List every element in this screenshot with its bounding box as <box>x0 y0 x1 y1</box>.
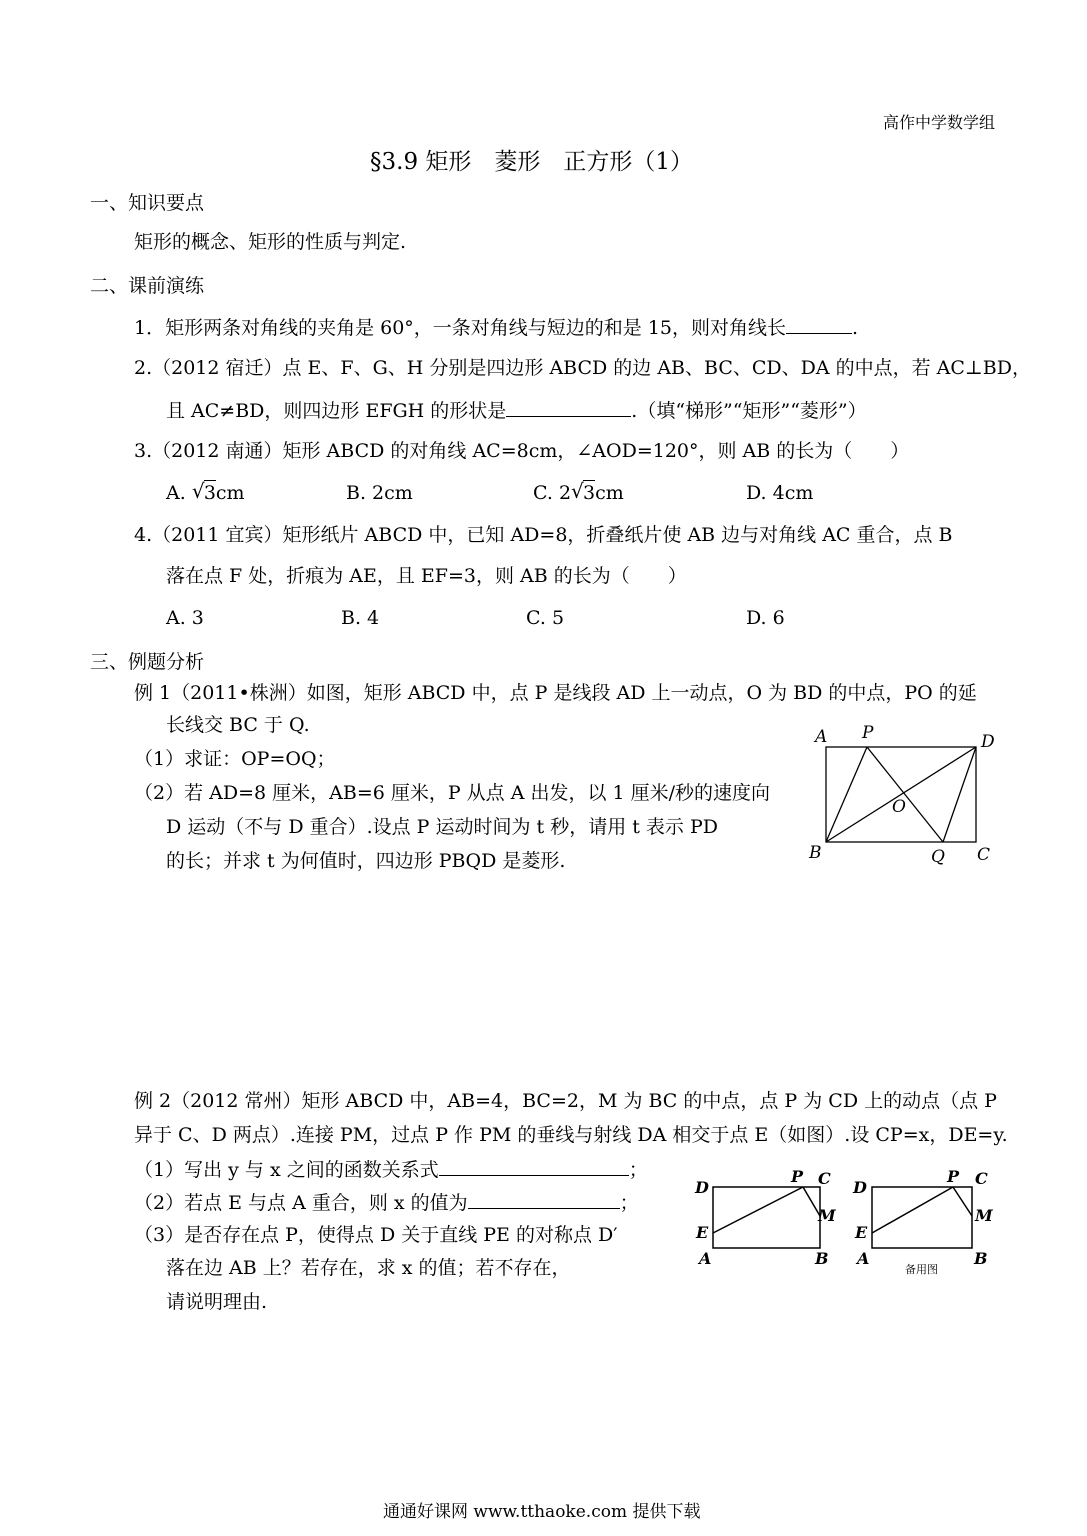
answer-blank-1[interactable] <box>786 313 852 334</box>
example-2-part-1-text: （1）写出 y 与 x 之间的函数关系式 <box>134 1159 439 1181</box>
question-4-option-c: C. 5 <box>526 607 565 629</box>
segment-ep <box>872 1187 953 1233</box>
question-2-end: .（填“梯形”“矩形”“菱形”） <box>631 400 867 422</box>
label-p: P <box>862 723 874 743</box>
label-a: A <box>815 727 828 747</box>
question-2-line-2 <box>166 396 867 424</box>
option-a-unit: cm <box>215 482 245 504</box>
section-2-heading: 二、课前演练 <box>90 275 205 297</box>
label-p: P <box>791 1167 804 1186</box>
label-d: D <box>853 1178 867 1197</box>
segment-ep <box>713 1187 803 1233</box>
example-1-line-1: 例 1（2011•株洲）如图，矩形 ABCD 中，点 P 是线段 AD 上一动点，O 为 BD 的中点，PO 的延 <box>134 682 977 704</box>
example-2-part-3-line-1: （3）是否存在点 P，使得点 D 关于直线 PE 的对称点 D′ <box>134 1224 618 1246</box>
question-3-option-a <box>166 480 245 506</box>
question-4-option-d: D. 6 <box>746 607 785 629</box>
question-4-line-1: 4.（2011 宜宾）矩形纸片 ABCD 中，已知 AD=8，折叠纸片使 AB 边与对角线 AC 重合，点 B <box>134 524 953 546</box>
example-2-part-2 <box>134 1188 639 1216</box>
example-2-line-1: 例 2（2012 常州）矩形 ABCD 中，AB=4，BC=2，M 为 BC 的中点，点 P 为 CD 上的动点（点 P <box>134 1090 997 1112</box>
example-2-part-2-text: （2）若点 E 与点 A 重合，则 x 的值为 <box>134 1192 468 1214</box>
question-4-line-2: 落在点 F 处，折痕为 AE，且 EF=3，则 AB 的长为（ ） <box>166 565 687 587</box>
example-1-part-2-line-1: （2）若 AD=8 厘米，AB=6 厘米，P 从点 A 出发，以 1 厘米/秒的速度向 <box>134 782 771 804</box>
segment-pq <box>867 747 943 842</box>
question-4-option-b: B. 4 <box>341 607 380 629</box>
section-1-text: 矩形的概念、矩形的性质与判定. <box>134 231 407 253</box>
segment-bp <box>826 747 867 842</box>
answer-blank-2[interactable] <box>506 396 631 417</box>
section-3-heading: 三、例题分析 <box>90 651 205 673</box>
answer-blank-3[interactable] <box>439 1155 629 1176</box>
segment-qd <box>943 747 976 842</box>
example-2-part-1 <box>134 1155 648 1183</box>
label-c: C <box>975 1169 988 1188</box>
page-title: §3.9 矩形 菱形 正方形（1） <box>370 149 694 175</box>
example-2-spare-figure <box>847 1160 1002 1280</box>
option-a-prefix: A. <box>166 482 186 504</box>
label-a: A <box>857 1249 870 1268</box>
spare-figure-caption: 备用图 <box>905 1263 938 1276</box>
question-4-option-a: A. 3 <box>166 607 204 629</box>
rectangle-abcd <box>713 1187 820 1248</box>
question-2-text: 且 AC≠BD，则四边形 EFGH 的形状是 <box>166 400 507 422</box>
option-c-unit: cm <box>595 482 624 504</box>
label-b: B <box>809 843 822 863</box>
sqrt-icon <box>192 480 216 506</box>
example-2-part-2-end: ； <box>619 1192 639 1214</box>
segment-pm <box>953 1187 972 1216</box>
example-2-part-3-line-3: 请说明理由. <box>166 1291 268 1313</box>
example-1-part-2-line-2: D 运动（不与 D 重合）.设点 P 运动时间为 t 秒，请用 t 表示 PD <box>166 816 718 838</box>
label-a: A <box>699 1249 712 1268</box>
sqrt-icon <box>571 480 595 506</box>
example-2-part-3-line-2: 落在边 AB 上？若存在，求 x 的值；若不存在， <box>166 1257 571 1279</box>
answer-blank-4[interactable] <box>468 1188 620 1209</box>
option-a-radicand: 3 <box>203 482 216 504</box>
example-2-part-1-end: ； <box>628 1159 648 1181</box>
label-m: M <box>975 1206 993 1225</box>
example-2-figure <box>690 1160 840 1275</box>
option-c-prefix: C. 2 <box>533 482 572 504</box>
label-b: B <box>974 1249 988 1268</box>
label-m: M <box>818 1206 836 1225</box>
diagonal-bd <box>826 747 976 842</box>
label-o: O <box>892 797 906 817</box>
question-1-text: 1．矩形两条对角线的夹角是 60°，一条对角线与短边的和是 15，则对角线长 <box>134 317 787 339</box>
question-1-end: . <box>852 317 859 339</box>
example-2-line-2: 异于 C、D 两点）.连接 PM，过点 P 作 PM 的垂线与射线 DA 相交于点 E（如图）.设 CP=x，DE=y. <box>134 1124 1008 1146</box>
label-b: B <box>815 1249 829 1268</box>
question-3-option-d: D. 4cm <box>746 482 814 504</box>
example-1-figure <box>805 720 1015 870</box>
section-1-heading: 一、知识要点 <box>90 192 205 214</box>
question-3-option-b: B. 2cm <box>346 482 413 504</box>
label-d: D <box>695 1178 709 1197</box>
label-d: D <box>981 732 995 752</box>
label-e: E <box>696 1223 709 1242</box>
question-3-option-c <box>533 480 624 506</box>
footer: 通通好课网 www.tthaoke.com 提供下载 <box>383 1502 701 1522</box>
question-2-line-1: 2.（2012 宿迁）点 E、F、G、H 分别是四边形 ABCD 的边 AB、BC、CD、DA 的中点，若 AC⊥BD， <box>134 357 1031 379</box>
example-1-line-2: 长线交 BC 于 Q. <box>166 714 310 736</box>
example-1-part-1: （1）求证：OP=OQ； <box>134 748 336 770</box>
label-q: Q <box>931 847 945 867</box>
label-c: C <box>977 845 991 865</box>
header-right: 高作中学数学组 <box>883 113 996 132</box>
label-c: C <box>818 1169 831 1188</box>
option-c-radicand: 3 <box>583 482 596 504</box>
question-1 <box>134 313 858 341</box>
label-e: E <box>855 1223 868 1242</box>
label-p: P <box>947 1167 960 1186</box>
example-1-part-2-line-3: 的长；并求 t 为何值时，四边形 PBQD 是菱形. <box>166 850 566 872</box>
rectangle-abcd <box>872 1187 972 1248</box>
question-3: 3.（2012 南通）矩形 ABCD 的对角线 AC=8cm，∠AOD=120°，则 AB 的长为（ ） <box>134 440 910 462</box>
